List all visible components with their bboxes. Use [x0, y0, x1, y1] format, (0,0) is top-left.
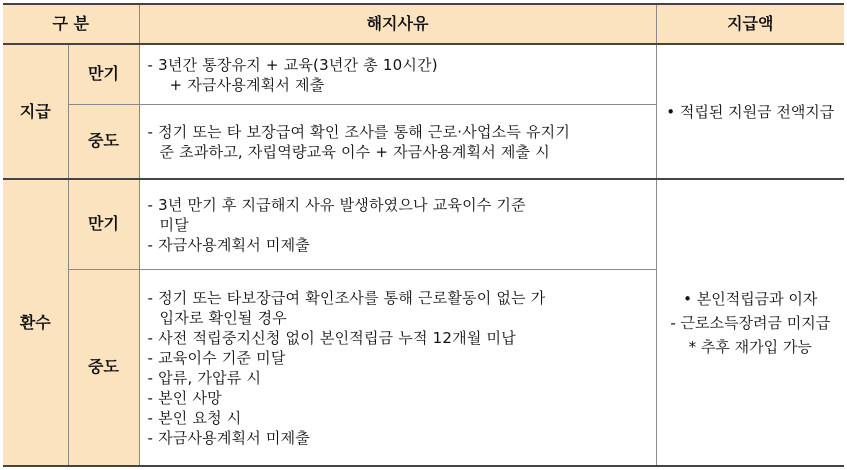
period-label: 만기 [68, 179, 139, 269]
reason-cell [139, 44, 656, 104]
amount-line: - 근로소득장려금 미지급 [670, 313, 831, 332]
reason-line: - 정기 또는 타보장급여 확인조사를 통해 근로활동이 없는 가 [147, 289, 546, 308]
termination-table [3, 3, 844, 467]
period-label: 중도 [68, 269, 139, 466]
reason-cell [139, 269, 656, 466]
reason-line: - 자금사용계획서 미제출 [147, 236, 310, 255]
table-row [3, 44, 844, 104]
reason-line: - 본인 사망 [147, 389, 222, 408]
reason-line: - 압류, 가압류 시 [147, 369, 262, 388]
reason-line: - 사전 적립중지신청 없이 본인적립금 누적 12개월 미납 [147, 329, 516, 348]
reason-line: 미달 [159, 216, 189, 235]
header-category: 구 분 [3, 4, 139, 44]
reason-line: - 자금사용계획서 미제출 [147, 429, 310, 448]
reason-line: 준 초과하고, 자립역량교육 이수 + 자금사용계획서 제출 시 [159, 143, 550, 162]
amount-cell-pay [656, 44, 844, 179]
table-row [3, 179, 844, 269]
reason-line: - 3년간 통장유지 + 교육(3년간 총 10시간) [147, 56, 438, 75]
header-reason: 해지사유 [139, 4, 656, 44]
reason-line: - 3년 만기 후 지급해지 사유 발생하였으나 교육이수 기준 [147, 196, 526, 215]
amount-line: • 적립된 지원금 전액지급 [666, 102, 835, 121]
reason-cell [139, 104, 656, 179]
amount-line: • 본인적립금과 이자 [683, 289, 818, 308]
reason-line: + 자금사용계획서 제출 [169, 76, 325, 95]
period-label: 중도 [68, 104, 139, 179]
group-label-pay: 지급 [3, 44, 68, 179]
reason-line: 입자로 확인될 경우 [159, 309, 287, 328]
period-label: 만기 [68, 44, 139, 104]
header-amount: 지급액 [656, 4, 844, 44]
reason-line: - 교육이수 기준 미달 [147, 349, 286, 368]
header-row [3, 4, 844, 44]
group-label-recover: 환수 [3, 179, 68, 466]
reason-line: - 정기 또는 타 보장급여 확인 조사를 통해 근로·사업소득 유지기 [147, 123, 571, 142]
amount-line: * 추후 재가입 가능 [688, 337, 812, 356]
reason-cell [139, 179, 656, 269]
amount-cell-recover [656, 179, 844, 466]
reason-line: - 본인 요청 시 [147, 409, 242, 428]
